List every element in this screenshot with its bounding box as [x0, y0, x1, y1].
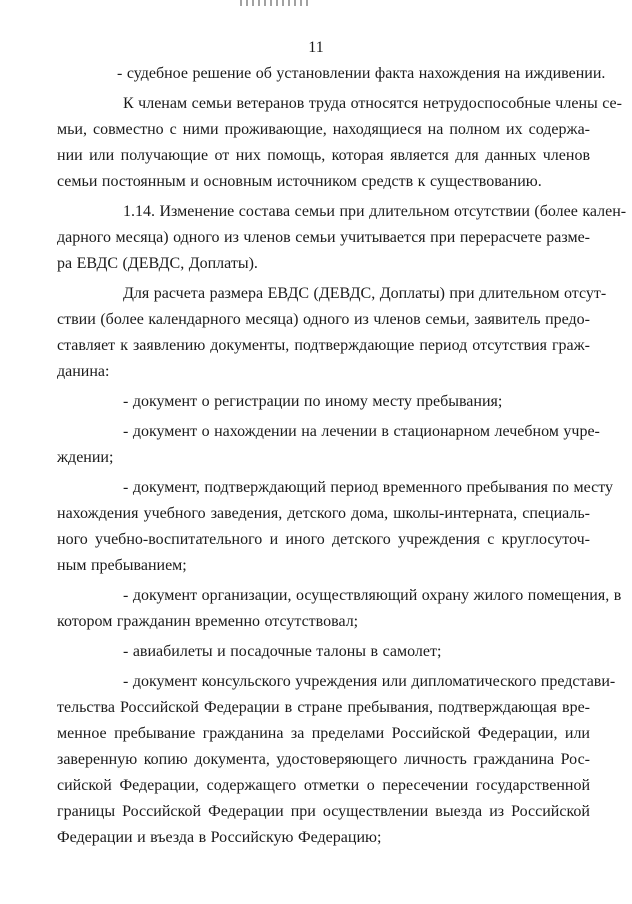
text-line: мьи, совместно с ними проживающие, находящиеся на полном их содержа- — [57, 121, 590, 138]
text-line: семьи постоянным и основным источником средств к существованию. — [57, 173, 542, 190]
text-line: - документ о нахождении на лечении в стационарном лечебном учре- — [123, 423, 600, 440]
text-line: - судебное решение об установлении факта нахождения на иждивении. — [117, 65, 606, 82]
text-line: границы Российской Федерации при осуществлении выезда из Российской — [57, 803, 590, 820]
text-line: - документ организации, осуществляющий охрану жилого помещения, в — [123, 587, 622, 604]
text-line: котором гражданин временно отсутствовал; — [57, 613, 359, 630]
paragraph — [57, 281, 607, 385]
paragraph — [117, 61, 606, 87]
paragraph — [57, 583, 622, 635]
text-line: К членам семьи ветеранов труда относятся нетрудоспособные члены се- — [123, 95, 622, 112]
text-line: сийской Федерации, содержащего отметки о пересечении государственной — [57, 777, 590, 794]
text-line: дарного месяца) одного из членов семьи учитывается при перерасчете разме- — [57, 229, 590, 246]
text-line: - документ консульского учреждения или дипломатического представи- — [123, 673, 616, 690]
paragraph — [117, 639, 590, 665]
text-line: ставляет к заявлению документы, подтверждающие период отсутствия граж- — [57, 337, 590, 354]
text-line: ждении; — [57, 449, 114, 466]
text-line: 1.14. Изменение состава семьи при длительном отсутствии (более кален- — [123, 203, 627, 220]
paragraph — [57, 669, 616, 851]
text-line: ным пребыванием; — [57, 557, 187, 574]
text-line: нахождения учебного заведения, детского дома, школы-интерната, специаль- — [57, 505, 590, 522]
text-line: Для расчета размера ЕВДС (ДЕВДС, Доплаты) при длительном отсут- — [123, 285, 607, 302]
paragraph — [57, 475, 614, 579]
text-line: Федерации и въезда в Российскую Федерацию; — [57, 829, 382, 846]
paragraph — [57, 199, 627, 277]
text-line: нии или получающие от них помощь, которая является для данных членов — [57, 147, 590, 164]
paragraph — [57, 91, 622, 195]
text-line: ного учебно-воспитательного и иного детского учреждения с круглосуточ- — [57, 531, 590, 548]
text-line: - документ, подтверждающий период временного пребывания по месту — [123, 479, 614, 496]
text-line: ра ЕВДС (ДЕВДС, Доплаты). — [57, 255, 258, 272]
scan-artifact — [240, 0, 310, 6]
text-line: - авиабилеты и посадочные талоны в самолет; — [123, 643, 442, 660]
text-line: заверенную копию документа, удостоверяющего личность гражданина Рос- — [57, 751, 590, 768]
paragraph — [57, 419, 600, 471]
paragraph-gap — [117, 851, 590, 855]
text-line: тельства Российской Федерации в стране пребывания, подтверждающая вре- — [57, 699, 590, 716]
text-line: менное пребывание гражданина за пределами Российской Федерации, или — [57, 725, 590, 742]
text-line: данина: — [57, 363, 110, 380]
paragraph — [117, 389, 590, 415]
text-line: - документ о регистрации по иному месту пребывания; — [123, 393, 503, 410]
text-line: ствии (более календарного месяца) одного из членов семьи, заявитель предо- — [57, 311, 590, 328]
document-body — [57, 61, 627, 855]
page-number: 11 — [308, 39, 324, 56]
